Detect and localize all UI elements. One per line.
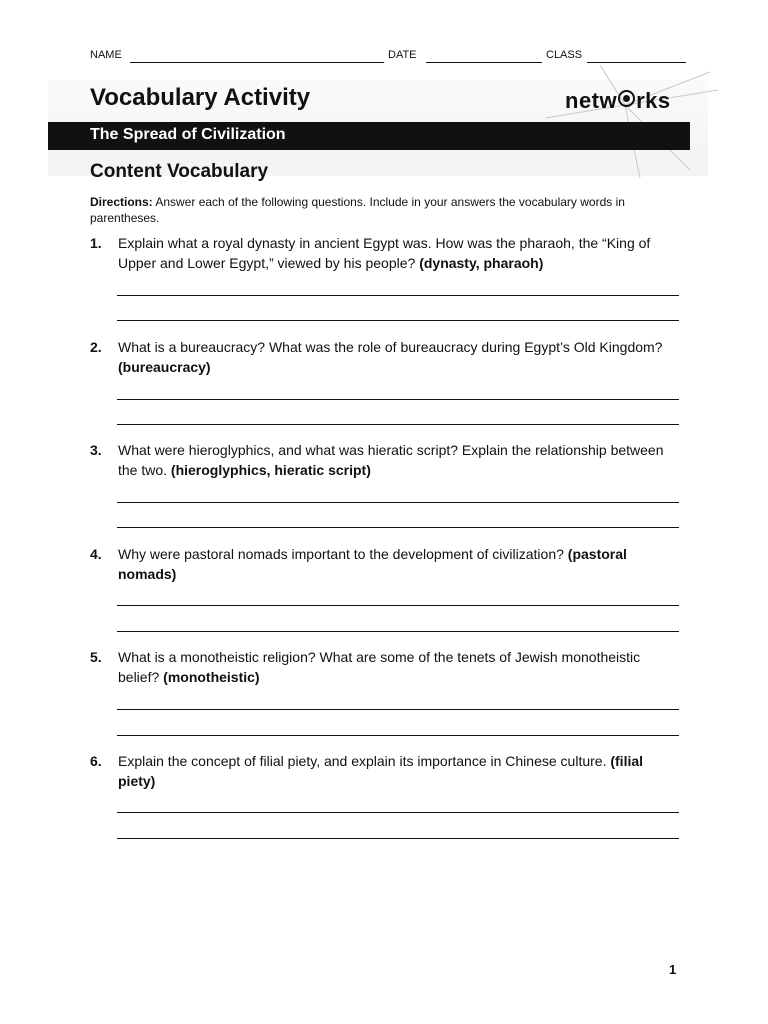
question-number: 6. — [90, 753, 102, 769]
logo-o-icon — [618, 90, 635, 107]
answer-line-6a[interactable] — [117, 812, 679, 813]
answer-line-3b[interactable] — [117, 527, 679, 528]
question-number: 2. — [90, 339, 102, 355]
question-prompt: What is a bureaucracy? What was the role of bureaucracy during Egypt’s Old Kingdom? — [118, 339, 663, 355]
subtitle-bar — [48, 122, 690, 150]
answer-line-5a[interactable] — [117, 709, 679, 710]
directions-text: Answer each of the following questions. Include in your answers the vocabulary words in parentheses. — [90, 195, 625, 225]
answer-line-2a[interactable] — [117, 399, 679, 400]
question-prompt: What were hieroglyphics, and what was hieratic script? Explain the relationship between the two. — [118, 442, 664, 478]
question-text — [118, 337, 680, 377]
question-vocab: (dynasty, pharaoh) — [419, 255, 544, 271]
question-number: 4. — [90, 546, 102, 562]
answer-line-4a[interactable] — [117, 605, 679, 606]
question-prompt: Why were pastoral nomads important to the development of civilization? — [118, 546, 568, 562]
question-vocab: (bureaucracy) — [118, 359, 211, 375]
question-text — [118, 751, 680, 791]
date-field[interactable] — [426, 62, 542, 63]
question-number: 1. — [90, 235, 102, 251]
question-text — [118, 233, 680, 273]
answer-line-5b[interactable] — [117, 735, 679, 736]
date-label: DATE — [388, 49, 417, 61]
question-prompt: Explain the concept of filial piety, and explain its importance in Chinese culture. — [118, 753, 611, 769]
answer-line-3a[interactable] — [117, 502, 679, 503]
class-label: CLASS — [546, 49, 583, 61]
question-vocab: (filial piety) — [118, 753, 644, 789]
brand-rays-graphic — [540, 60, 720, 180]
question-number: 3. — [90, 442, 102, 458]
page-title: Vocabulary Activity — [90, 84, 311, 111]
directions — [90, 194, 650, 226]
name-label: NAME — [90, 49, 122, 61]
question-vocab: (hieroglyphics, hieratic script) — [170, 462, 371, 478]
question-vocab: (monotheistic) — [163, 669, 260, 685]
question-text — [118, 544, 680, 584]
question-number: 5. — [90, 649, 102, 665]
answer-line-2b[interactable] — [117, 424, 679, 425]
answer-line-6b[interactable] — [117, 838, 679, 839]
answer-line-1b[interactable] — [117, 320, 679, 321]
networks-logo — [565, 88, 671, 114]
logo-text-start: netw — [565, 88, 618, 113]
question-prompt: Explain what a royal dynasty in ancient Egypt was. How was the pharaoh, the “King of Upper and Lower Egypt,” viewed by his people? — [118, 235, 651, 271]
name-field[interactable] — [130, 62, 384, 63]
answer-line-4b[interactable] — [117, 631, 679, 632]
section-title: Content Vocabulary — [90, 161, 269, 182]
page-number: 1 — [669, 962, 677, 977]
subtitle: The Spread of Civilization — [90, 126, 286, 143]
question-text — [118, 440, 680, 480]
question-prompt: What is a monotheistic religion? What are some of the tenets of Jewish monotheistic belief? — [118, 649, 641, 685]
logo-text-end: rks — [636, 88, 671, 113]
answer-line-1a[interactable] — [117, 295, 679, 296]
question-text — [118, 647, 680, 687]
question-vocab: (pastoral nomads) — [118, 546, 627, 582]
directions-label: Directions: — [90, 195, 153, 209]
